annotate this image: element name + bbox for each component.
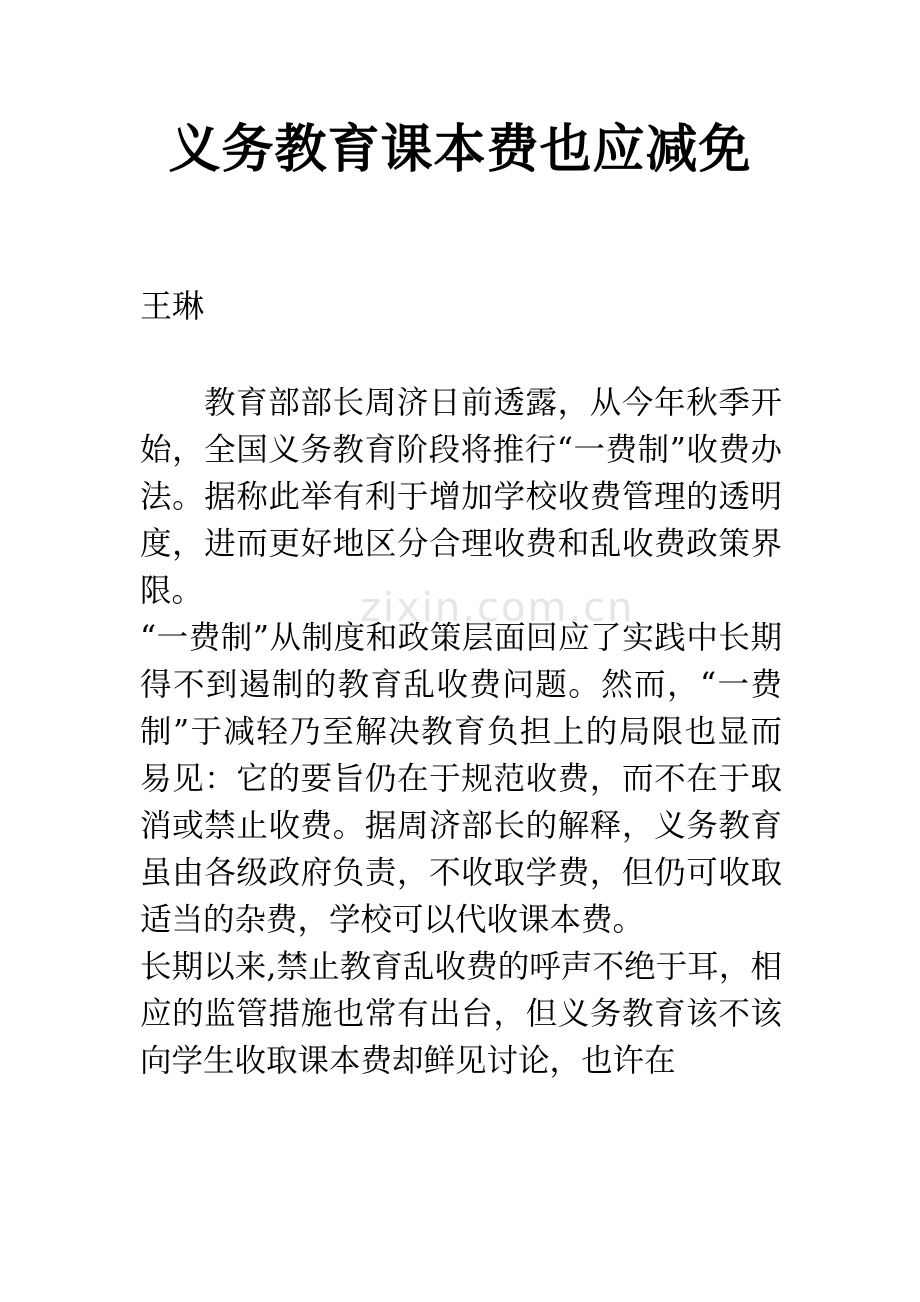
document-title: 义务教育课本费也应减免	[168, 119, 752, 180]
author-name: 王琳	[140, 287, 205, 325]
watermark: zixin.com.cn	[360, 585, 635, 631]
paragraph-3: 长期以来,禁止教育乱收费的呼声不绝于耳，相应的监管措施也常有出台，但义务教育该不该向学生收取课本费却鲜见讨论，也许在	[140, 949, 782, 1079]
paragraph-2: “一费制”从制度和政策层面回应了实践中长期得不到遏制的教育乱收费问题。然而，“一费制”于减轻乃至解决教育负担上的局限也显而易见：它的要旨仍在于规范收费，而不在于取消或禁止收费。据周济部长的解释，义务教育虽由各级政府负责，不收取学费，但仍可收取适当的杂费，学校可以代收课本费。	[140, 620, 782, 938]
paragraph-1: 教育部部长周济日前透露，从今年秋季开始，全国义务教育阶段将推行“一费制”收费办法。据称此举有利于增加学校收费管理的透明度，进而更好地区分合理收费和乱收费政策界限。	[140, 385, 782, 609]
article-body	[140, 380, 782, 1085]
